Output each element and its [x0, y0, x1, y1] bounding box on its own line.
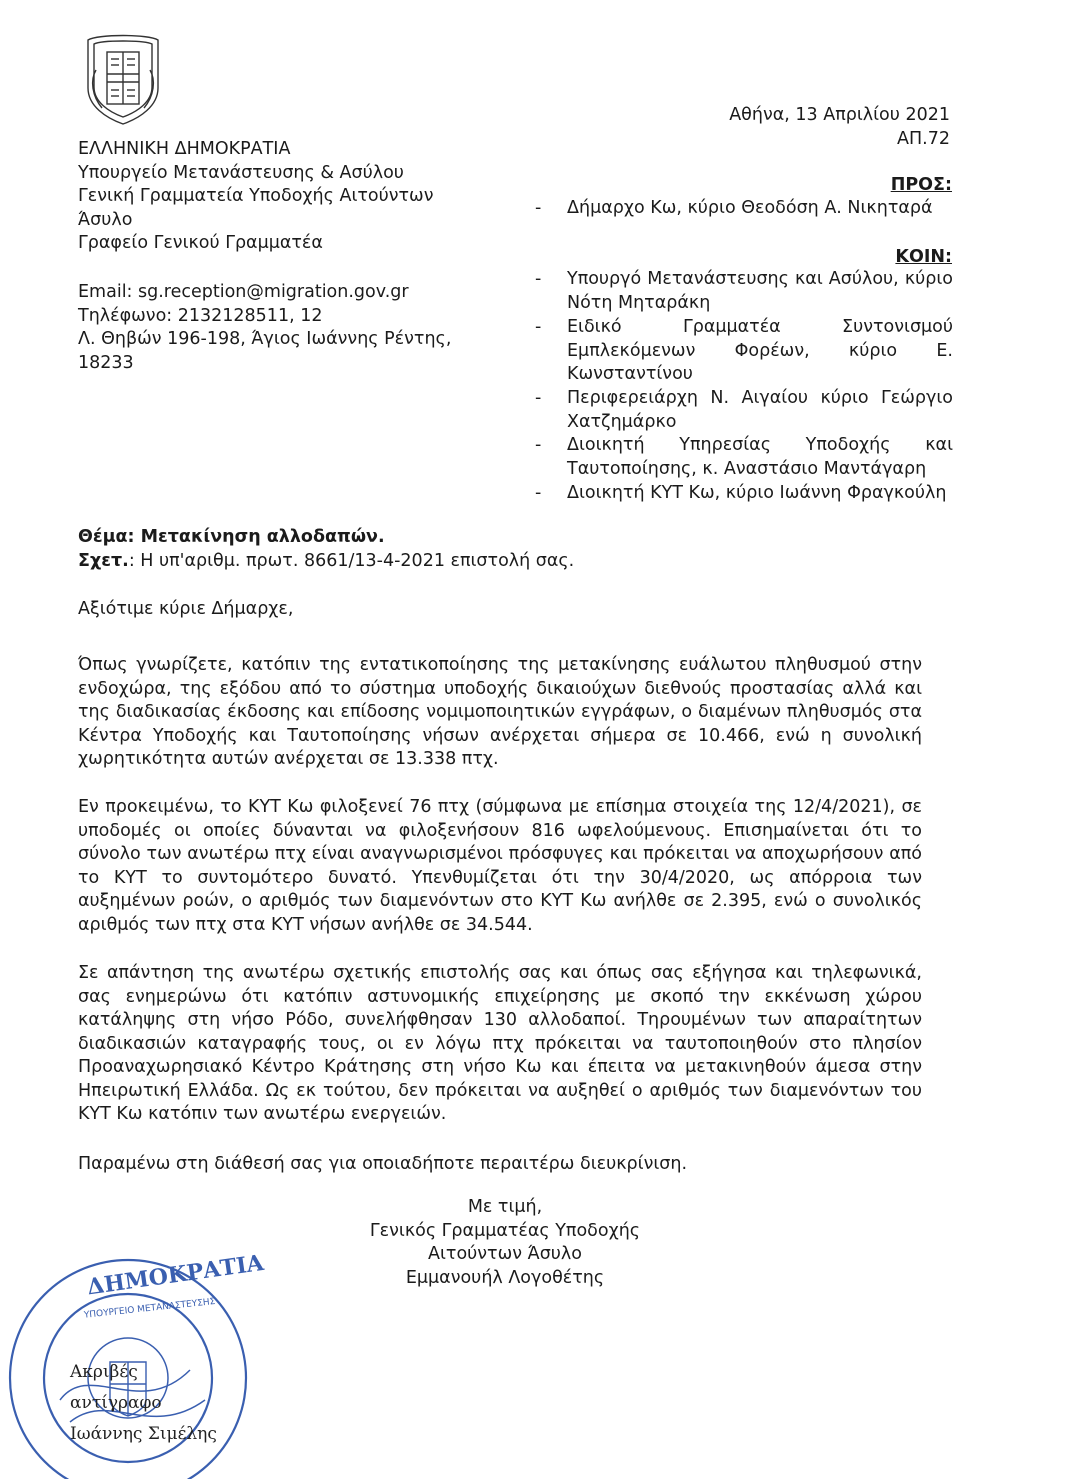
cc-text: Ειδικό Γραμματέα Συντονισμού Εμπλεκόμενων Φορέων, κύριο Ε. Κωνσταντίνου: [567, 317, 953, 384]
list-dash: -: [535, 388, 542, 408]
recipient-text: Δήμαρχο Κω, κύριο Θεοδόση Α. Νικηταρά: [567, 198, 933, 218]
recipient-item: [535, 197, 953, 221]
list-dash: -: [535, 317, 542, 337]
subject-block: [78, 526, 778, 573]
contact-block: [78, 281, 478, 375]
copy-note: Ακριβές αντίγραφο: [70, 1362, 162, 1413]
subject-line: Θέμα: Μετακίνηση αλλοδαπών.: [78, 527, 385, 547]
cc-item: [535, 387, 953, 434]
postal-code: 18233: [78, 352, 134, 373]
list-dash: -: [535, 269, 542, 289]
cc-item: [535, 268, 953, 315]
email-line: Email: sg.reception@migration.gov.gr: [78, 282, 409, 302]
secretariat-name-cont: Άσυλο: [78, 209, 133, 230]
date-block: [640, 104, 950, 151]
cc-text: Περιφερειάρχη Ν. Αιγαίου κύριο Γεώργιο Χατζημάρκο: [567, 388, 953, 432]
date-line: Αθήνα, 13 Απριλίου 2021: [729, 105, 950, 125]
closing-line: Παραμένω στη διάθεσή σας για οποιαδήποτε περαιτέρω διευκρίνιση.: [78, 1154, 688, 1174]
country-name: ΕΛΛΗΝΙΚΗ ΔΗΜΟΚΡΑΤΙΑ: [78, 139, 291, 159]
cc-text: Διοικητή Υπηρεσίας Υποδοχής και Ταυτοποίησης, κ. Αναστάσιο Μαντάγαρη: [567, 435, 953, 479]
to-heading: ΠΡΟΣ:: [890, 175, 952, 195]
secretariat-name: Γενική Γραμματεία Υποδοχής Αιτούντων: [78, 186, 434, 206]
signature-title: Γενικός Γραμματέας Υποδοχής: [369, 1220, 641, 1241]
signature-greeting: Με τιμή,: [467, 1197, 543, 1217]
svg-text:ΔΗΜΟΚΡΑΤΙΑ: ΔΗΜΟΚΡΑΤΙΑ: [85, 1249, 266, 1301]
salutation: Αξιότιμε κύριε Δήμαρχε,: [78, 599, 294, 619]
cc-item: [535, 482, 953, 506]
cc-heading: ΚΟΙΝ:: [895, 247, 952, 267]
list-dash: -: [535, 198, 542, 218]
body-paragraph: Εν προκειμένω, το ΚΥΤ Κω φιλοξενεί 76 πτχ (σύμφωνα με επίσημα στοιχεία της 12/4/2021), σε υποδομές οι οποίες δύνανται να φιλοξενήσουν 816 ωφελούμενους. Επισημαίνεται ότι το σύνολο των ανωτέρω πτχ είναι αναγνωρισμένοι πρόσφυγες και πρόκειται να αποχωρήσουν από το ΚΥΤ το συντομότερο δυνατό. Υπενθυμίζεται ότι την 30/4/2020, ως απόρροια των αυξημένων ροών, ο αριθμός των διαμενόντων στο ΚΥΤ Κω ανήλθε σε 2.395, ενώ ο συνολικός αριθμός των πτχ στα ΚΥΤ νήσων ανήλθε σε 34.544.: [78, 797, 922, 935]
list-dash: -: [535, 483, 542, 503]
signatory-name: Εμμανουήλ Λογοθέτης: [405, 1267, 605, 1288]
body-paragraph: Σε απάντηση της ανωτέρω σχετικής επιστολής σας και όπως σας εξήγησα και τηλεφωνικά, σας ενημερώνω ότι κατόπιν αστυνομικής επιχείρησης με σκοπό την εκκένωση χώρου κατάληψης στη νήσο Ρόδο, συνελήφθησαν 130 αλλοδαποί. Τηρουμένων των απαραίτητων διαδικασιών καταγραφής τους, οι εν λόγω πτχ πρόκειται να ταυτοποιηθούν στο πλησίον Προαναχωρησιακό Κέντρο Κράτησης στη νήσο Κω και έπειτα να μετακινηθούν άμεσα στην Ηπειρωτική Ελλάδα. Ως εκ τούτου, δεν πρόκειται να αυξηθεί ο αριθμός των διαμενόντων του ΚΥΤ Κω κατόπιν των ανωτέρω ενεργειών.: [78, 963, 922, 1124]
reference-number: ΑΠ.72: [897, 128, 950, 149]
cc-item: [535, 316, 953, 387]
signature-block: [330, 1196, 680, 1290]
ministry-name: Υπουργείο Μετανάστευσης & Ασύλου: [78, 162, 404, 183]
cc-item: [535, 434, 953, 481]
signature-title-cont: Αιτούντων Άσυλο: [428, 1244, 582, 1264]
copy-certifier-name: Ιωάννης Σιμέλης: [70, 1424, 217, 1444]
list-dash: -: [535, 435, 542, 455]
body-paragraph: Όπως γνωρίζετε, κατόπιν της εντατικοποίησης της μετακίνησης ευάλωτου πληθυσμού στην ενδοχώρα, της εξόδου από το σύστημα υποδοχής δικαιούχων διεθνούς προστασίας αλλά και της διαδικασίας έκδοσης και επίδοσης νομιμοποιητικών εγγράφων, ο διαμένων πληθυσμός στα Κέντρα Υποδοχής και Ταυτοποίησης νήσων ανέρχεται σήμερα σε 10.466, ενώ η συνολική χωρητικότητα αυτών ανέρχεται σε 13.338 πτχ.: [78, 655, 922, 769]
reference-line: [78, 550, 778, 574]
reference-text: : Η υπ'αριθμ. πρωτ. 8661/13-4-2021 επιστολή σας.: [128, 550, 575, 571]
office-name: Γραφείο Γενικού Γραμματέα: [78, 233, 323, 253]
copy-certification: [70, 1357, 230, 1450]
cc-text: Διοικητή ΚΥΤ Κω, κύριο Ιωάννη Φραγκούλη: [567, 483, 947, 503]
reference-label: Σχετ.: [78, 550, 129, 571]
phone-line: Τηλέφωνο: 2132128511, 12: [78, 305, 323, 326]
sender-block: [78, 138, 478, 256]
address-line: Λ. Θηβών 196-198, Άγιος Ιωάννης Ρέντης,: [78, 329, 452, 349]
svg-text:ΥΠΟΥΡΓΕΙΟ ΜΕΤΑΝΑΣΤΕΥΣΗΣ: ΥΠΟΥΡΓΕΙΟ ΜΕΤΑΝΑΣΤΕΥΣΗΣ: [83, 1296, 216, 1321]
cc-text: Υπουργό Μετανάστευσης και Ασύλου, κύριο Νότη Μηταράκη: [567, 269, 953, 313]
greek-emblem-icon: [80, 30, 166, 126]
